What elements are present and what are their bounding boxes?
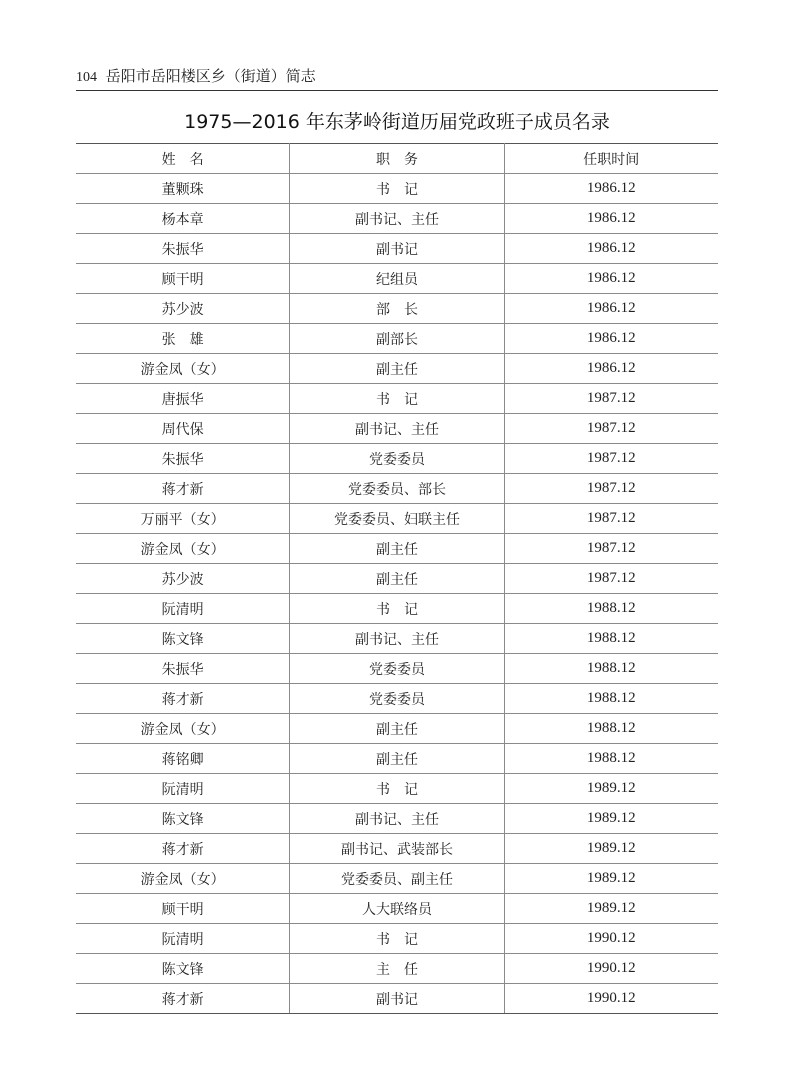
page-number: 104 [76, 70, 97, 85]
cell-role: 副书记、主任 [290, 624, 504, 654]
book-title: 岳阳市岳阳楼区乡（街道）简志 [105, 67, 316, 85]
table-row [76, 444, 718, 474]
cell-role: 党委委员 [290, 444, 504, 474]
cell-role: 党委委员 [290, 684, 504, 714]
cell-role: 纪组员 [290, 264, 504, 294]
cell-name: 蒋铭卿 [76, 744, 290, 774]
cell-name: 阮清明 [76, 924, 290, 954]
cell-name: 陈文锋 [76, 954, 290, 984]
table-row [76, 414, 718, 444]
cell-date: 1987.12 [504, 444, 718, 474]
table-row [76, 594, 718, 624]
cell-name: 顾干明 [76, 264, 290, 294]
table-row [76, 744, 718, 774]
cell-role: 党委委员、副主任 [290, 864, 504, 894]
cell-date: 1988.12 [504, 684, 718, 714]
cell-name: 陈文锋 [76, 624, 290, 654]
cell-name: 蒋才新 [76, 474, 290, 504]
table-row [76, 924, 718, 954]
cell-name: 周代保 [76, 414, 290, 444]
cell-date: 1986.12 [504, 204, 718, 234]
cell-date: 1988.12 [504, 654, 718, 684]
column-header-date: 任职时间 [504, 144, 718, 174]
table-row [76, 324, 718, 354]
cell-name: 朱振华 [76, 234, 290, 264]
cell-name: 顾干明 [76, 894, 290, 924]
table-row [76, 204, 718, 234]
cell-date: 1987.12 [504, 414, 718, 444]
cell-role: 书 记 [290, 774, 504, 804]
cell-name: 陈文锋 [76, 804, 290, 834]
column-header-role: 职 务 [290, 144, 504, 174]
cell-name: 蒋才新 [76, 984, 290, 1014]
cell-name: 苏少波 [76, 564, 290, 594]
cell-date: 1986.12 [504, 174, 718, 204]
cell-date: 1990.12 [504, 954, 718, 984]
cell-date: 1990.12 [504, 984, 718, 1014]
table-row [76, 684, 718, 714]
table-row [76, 984, 718, 1014]
cell-name: 游金凤（女） [76, 534, 290, 564]
table-row [76, 834, 718, 864]
cell-date: 1989.12 [504, 774, 718, 804]
cell-date: 1989.12 [504, 804, 718, 834]
cell-role: 副主任 [290, 714, 504, 744]
cell-role: 书 记 [290, 924, 504, 954]
cell-role: 副书记、主任 [290, 204, 504, 234]
table-row [76, 624, 718, 654]
table-row [76, 774, 718, 804]
cell-role: 书 记 [290, 594, 504, 624]
page-title: 1975—2016 年东茅岭街道历届党政班子成员名录 [184, 111, 610, 133]
cell-name: 蒋才新 [76, 834, 290, 864]
cell-name: 游金凤（女） [76, 714, 290, 744]
cell-role: 党委委员、妇联主任 [290, 504, 504, 534]
cell-name: 蒋才新 [76, 684, 290, 714]
cell-name: 阮清明 [76, 774, 290, 804]
cell-date: 1990.12 [504, 924, 718, 954]
table-row [76, 234, 718, 264]
cell-date: 1988.12 [504, 594, 718, 624]
cell-role: 副书记 [290, 234, 504, 264]
cell-name: 阮清明 [76, 594, 290, 624]
cell-name: 唐振华 [76, 384, 290, 414]
cell-role: 党委委员 [290, 654, 504, 684]
table-row [76, 474, 718, 504]
cell-role: 副书记、主任 [290, 414, 504, 444]
cell-name: 杨本章 [76, 204, 290, 234]
cell-name: 董颗珠 [76, 174, 290, 204]
table-row [76, 804, 718, 834]
members-table [76, 143, 718, 1014]
cell-date: 1987.12 [504, 534, 718, 564]
cell-name: 朱振华 [76, 444, 290, 474]
cell-role: 部 长 [290, 294, 504, 324]
cell-date: 1989.12 [504, 864, 718, 894]
cell-date: 1987.12 [504, 504, 718, 534]
cell-date: 1989.12 [504, 834, 718, 864]
cell-role: 主 任 [290, 954, 504, 984]
table-row [76, 714, 718, 744]
cell-date: 1989.12 [504, 894, 718, 924]
cell-date: 1988.12 [504, 744, 718, 774]
cell-date: 1987.12 [504, 474, 718, 504]
running-header [76, 64, 718, 88]
table-row [76, 534, 718, 564]
table-row [76, 264, 718, 294]
table-row [76, 894, 718, 924]
cell-name: 游金凤（女） [76, 354, 290, 384]
table-row [76, 864, 718, 894]
cell-role: 副主任 [290, 354, 504, 384]
cell-role: 人大联络员 [290, 894, 504, 924]
cell-date: 1986.12 [504, 324, 718, 354]
cell-date: 1986.12 [504, 264, 718, 294]
table-row [76, 564, 718, 594]
table-body [76, 174, 718, 1014]
cell-date: 1988.12 [504, 714, 718, 744]
table-row [76, 954, 718, 984]
cell-name: 万丽平（女） [76, 504, 290, 534]
cell-date: 1986.12 [504, 294, 718, 324]
cell-role: 副书记 [290, 984, 504, 1014]
column-header-name: 姓 名 [76, 144, 290, 174]
cell-role: 副书记、主任 [290, 804, 504, 834]
table-row [76, 294, 718, 324]
table-row [76, 654, 718, 684]
cell-role: 书 记 [290, 174, 504, 204]
table-row [76, 174, 718, 204]
cell-name: 游金凤（女） [76, 864, 290, 894]
cell-role: 副主任 [290, 564, 504, 594]
cell-role: 党委委员、部长 [290, 474, 504, 504]
cell-name: 苏少波 [76, 294, 290, 324]
cell-date: 1986.12 [504, 354, 718, 384]
cell-role: 书 记 [290, 384, 504, 414]
table-header-row [76, 144, 718, 174]
table-row [76, 354, 718, 384]
cell-date: 1986.12 [504, 234, 718, 264]
cell-role: 副主任 [290, 534, 504, 564]
cell-role: 副主任 [290, 744, 504, 774]
cell-name: 张 雄 [76, 324, 290, 354]
cell-role: 副部长 [290, 324, 504, 354]
cell-date: 1988.12 [504, 624, 718, 654]
header-rule [76, 90, 718, 91]
cell-date: 1987.12 [504, 564, 718, 594]
cell-role: 副书记、武装部长 [290, 834, 504, 864]
table-row [76, 384, 718, 414]
cell-date: 1987.12 [504, 384, 718, 414]
table-row [76, 504, 718, 534]
cell-name: 朱振华 [76, 654, 290, 684]
